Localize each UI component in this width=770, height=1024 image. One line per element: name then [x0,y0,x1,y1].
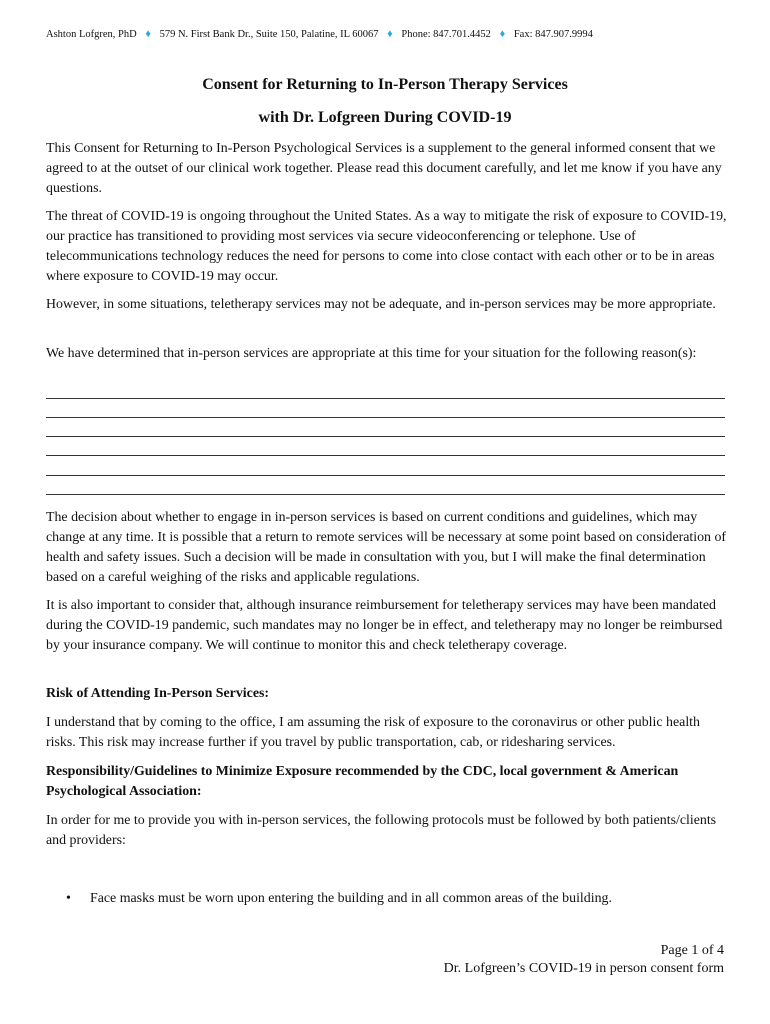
threat-paragraph: The threat of COVID-19 is ongoing throughout the United States. As a way to mitigate the risk of exposure to COVID-19, our practice has transitioned to providing most services via secure videoconferencing or telephone. Use of telecommunications technology reduces the need for persons to come into close contact with each other or to be in areas where exposure to COVID-19 may occur. [46,209,727,284]
however-paragraph: However, in some situations, teletherapy services may not be adequate, and in-person services may be more appropriate. [46,297,716,312]
reason-line-4[interactable] [46,455,725,456]
document-title-line-1: Consent for Returning to In-Person Therapy Services [202,76,568,93]
header-phone: Phone: 847.701.4452 [401,29,491,40]
reason-line-1[interactable] [46,398,725,399]
determined-paragraph: We have determined that in-person services are appropriate at this time for your situation for the following reason(s): [46,346,697,361]
form-name: Dr. Lofgreen’s COVID-19 in person consent form [443,961,724,976]
header-address: 579 N. First Bank Dr., Suite 150, Palatine, IL 60067 [159,29,379,40]
diamond-icon: ♦ [499,28,506,40]
header-fax: Fax: 847.907.9994 [513,29,593,40]
risk-heading: Risk of Attending In-Person Services: [46,686,270,701]
header-name: Ashton Lofgren, PhD [46,29,137,40]
insurance-paragraph: It is also important to consider that, although insurance reimbursement for teletherapy services may have been mandated during the COVID-19 pandemic, such mandates may no longer be in effect, and teletherapy may no longer be reimbursed by your insurance company. We will continue to monitor this and check teletherapy coverage. [46,598,723,653]
reason-line-5[interactable] [46,475,725,476]
responsibility-heading: Responsibility/Guidelines to Minimize Exposure recommended by the CDC, local government & American Psychological Association: [46,764,679,799]
bullet-marker: • [66,891,71,906]
document-title-line-2: with Dr. Lofgreen During COVID-19 [258,109,512,126]
decision-paragraph: The decision about whether to engage in in-person services is based on current conditions and guidelines, which may change at any time. It is possible that a return to remote services will be necessary at some point based on consideration of health and safety issues. Such a decision will be made in consultation with you, but I will make the final determination based on a careful weighing of the risks and applicable regulations. [46,510,727,585]
reason-line-6[interactable] [46,494,725,495]
bullet-text: Face masks must be worn upon entering the building and in all common areas of the building. [90,891,612,906]
reason-line-2[interactable] [46,417,725,418]
intro-paragraph: This Consent for Returning to In-Person Psychological Services is a supplement to the general informed consent that we agreed to at the outset of our clinical work together. Please read this document carefully, and let me know if you have any questions. [46,141,722,196]
diamond-icon: ♦ [145,28,151,40]
page-number: Page 1 of 4 [660,943,724,958]
risk-paragraph: I understand that by coming to the office, I am assuming the risk of exposure to the coronavirus or other public health risks. This risk may increase further if you travel by public transportation, cab, or ridesharing services. [46,715,700,750]
letterhead [46,28,736,40]
diamond-icon: ♦ [387,28,393,40]
reason-line-3[interactable] [46,436,725,437]
protocols-paragraph: In order for me to provide you with in-person services, the following protocols must be followed by both patients/clients and providers: [46,813,717,848]
